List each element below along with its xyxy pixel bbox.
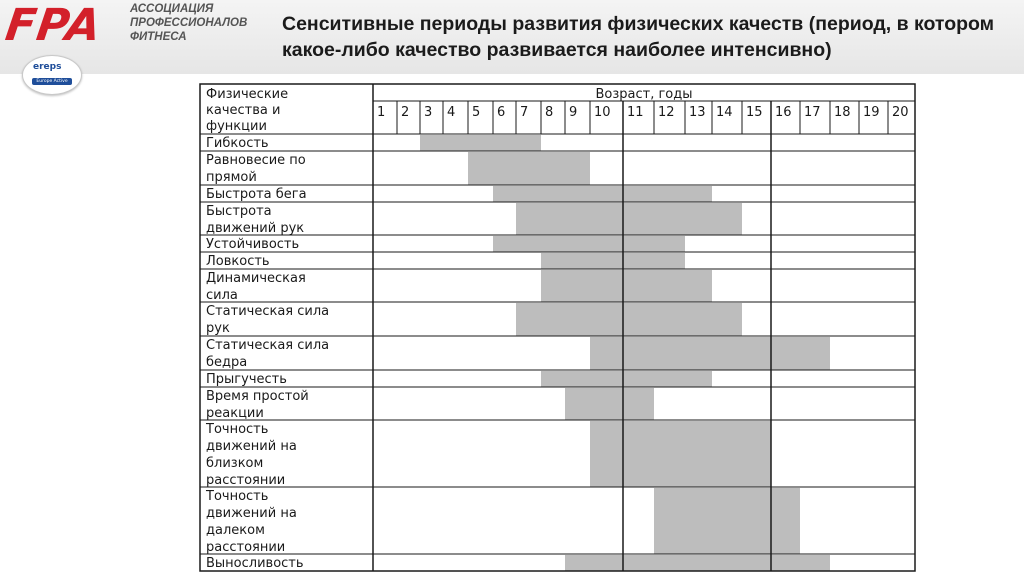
quality-label: Точность — [206, 489, 269, 504]
quality-label: Динамическая — [206, 271, 306, 286]
shaded-period — [516, 203, 742, 235]
quality-label: движений рук — [206, 221, 305, 236]
shaded-period — [541, 371, 712, 387]
age-tick-label: 16 — [775, 105, 792, 120]
ereps-logo-text: ereps — [33, 62, 62, 72]
shaded-period — [493, 186, 712, 202]
quality-label: Равновесие по — [206, 153, 306, 168]
age-tick-label: 20 — [892, 105, 909, 120]
age-tick-label: 12 — [658, 105, 675, 120]
age-tick-label: 2 — [401, 105, 410, 120]
quality-label: Ловкость — [206, 254, 270, 269]
shaded-period — [541, 253, 685, 269]
age-header: Возраст, годы — [595, 87, 693, 102]
age-tick-label: 5 — [472, 105, 481, 120]
quality-label: Статическая сила — [206, 338, 330, 353]
quality-label: расстоянии — [206, 540, 286, 555]
quality-label: бедра — [206, 355, 248, 370]
quality-label: движений на — [206, 439, 297, 454]
quality-label: прямой — [206, 170, 257, 185]
age-tick-label: 9 — [569, 105, 578, 120]
age-tick-label: 6 — [497, 105, 506, 120]
quality-label: Устойчивость — [206, 237, 300, 252]
shaded-period — [516, 303, 742, 336]
age-tick-label: 7 — [520, 105, 529, 120]
quality-label: Гибкость — [206, 136, 269, 151]
quality-label: близком — [206, 456, 264, 471]
shaded-period — [654, 488, 800, 554]
shaded-period — [541, 270, 712, 302]
age-tick-label: 3 — [424, 105, 433, 120]
age-tick-label: 10 — [594, 105, 611, 120]
age-tick-label: 13 — [689, 105, 706, 120]
corner-header-text: Физические — [206, 87, 289, 102]
quality-label: Время простой — [206, 389, 309, 404]
quality-label: движений на — [206, 506, 297, 521]
org-line: ПРОФЕССИОНАЛОВ — [130, 17, 248, 29]
age-tick-label: 19 — [863, 105, 880, 120]
age-tick-label: 11 — [627, 105, 644, 120]
quality-label: далеком — [206, 523, 265, 538]
shaded-period — [420, 135, 541, 151]
quality-label: Выносливость — [206, 556, 304, 571]
quality-label: рук — [206, 321, 230, 336]
org-line: АССОЦИАЦИЯ — [130, 3, 214, 15]
corner-header-text: качества и — [206, 103, 281, 118]
org-line: ФИТНЕСА — [130, 31, 187, 43]
quality-label: Быстрота — [206, 204, 272, 219]
shaded-period — [493, 236, 685, 252]
quality-label: сила — [206, 288, 238, 303]
slide-title: Сенситивные периоды развития физических качеств (период, в котором какое-либо качество развивается наиболее интенсивно) — [282, 13, 995, 61]
age-tick-label: 4 — [447, 105, 456, 120]
quality-label: Точность — [206, 422, 269, 437]
quality-label: Прыгучесть — [206, 372, 287, 387]
shaded-period — [590, 421, 771, 487]
age-tick-label: 17 — [804, 105, 821, 120]
quality-label: расстоянии — [206, 473, 286, 488]
age-tick-label: 18 — [834, 105, 851, 120]
shaded-period — [590, 337, 830, 370]
age-tick-label: 15 — [746, 105, 763, 120]
ereps-tagline: Europe Active — [32, 78, 72, 85]
fpa-logo: FPA — [2, 0, 105, 51]
quality-label: Статическая сила — [206, 304, 330, 319]
shaded-period — [468, 152, 590, 185]
shaded-period — [565, 555, 830, 571]
quality-label: реакции — [206, 406, 264, 421]
age-tick-label: 14 — [716, 105, 733, 120]
quality-label: Быстрота бега — [206, 187, 307, 202]
shaded-period — [565, 388, 654, 420]
age-tick-label: 1 — [377, 105, 386, 120]
corner-header-text: функции — [206, 119, 267, 134]
age-tick-label: 8 — [545, 105, 554, 120]
